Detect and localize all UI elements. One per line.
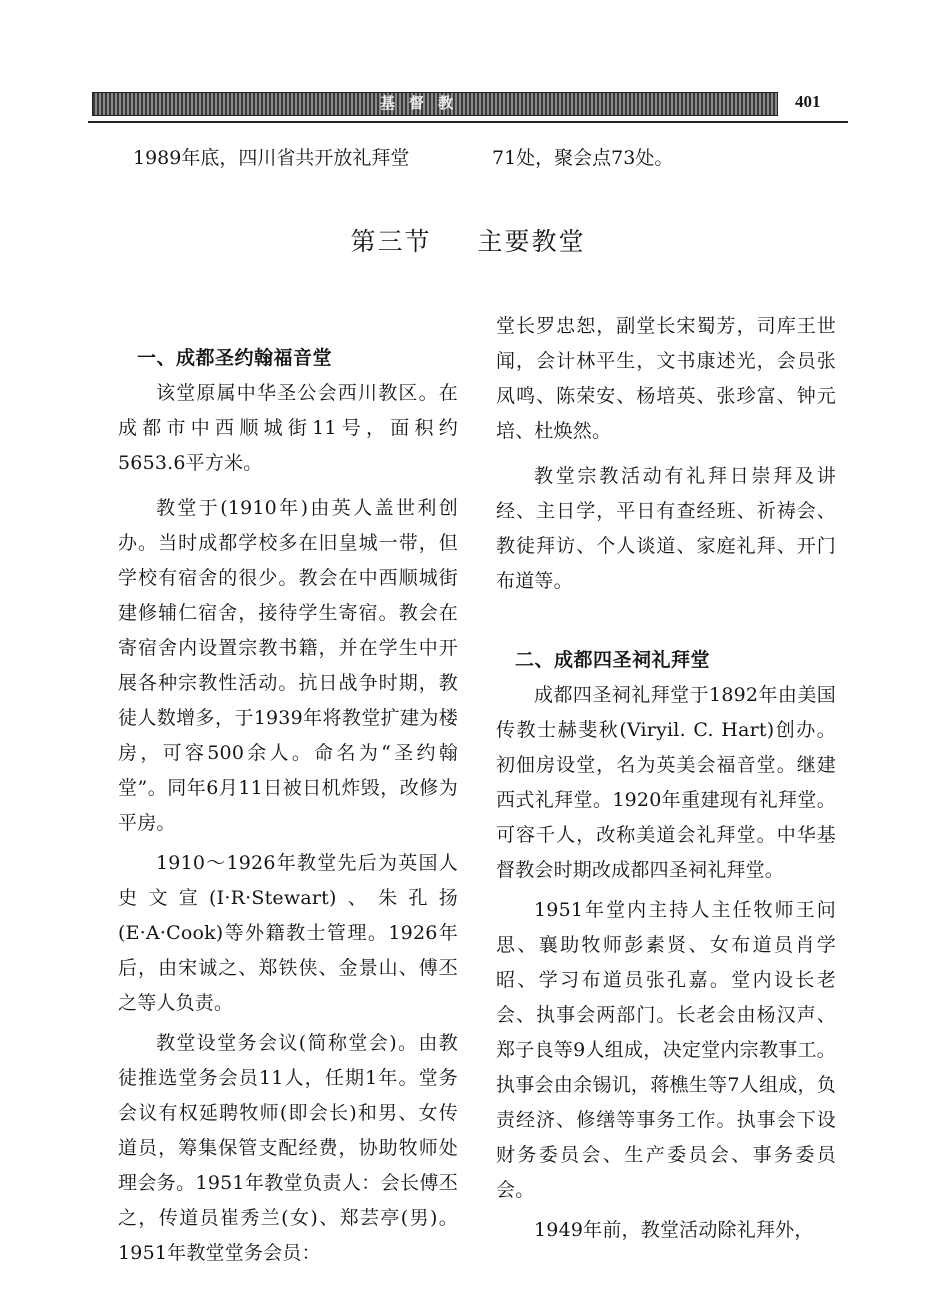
paragraph: 1951年堂内主持人主任牧师王问思、襄助牧师彭素贤、女布道员肖学昭、学习布道员张孔嘉。堂内设长老会、执事会两部门。长老会由杨汉声、郑子良等9人组成，决定堂内宗教事工。执事会由余锡讥，蒋樵生等7人组成，负责经济、修缮等事务工作。执事会下设财务委员会、生产委员会、事务委员会。 bbox=[496, 899, 836, 1201]
header-rule bbox=[88, 121, 848, 123]
paragraph: 成都四圣祠礼拜堂于1892年由美国传教士赫斐秋(Viryil. C. Hart)创办。初佃房设堂，名为英美会福音堂。继建西式礼拜堂。1920年重建现有礼拜堂。可容千人，改称美道会礼拜堂。中华基督教会时期改成都四圣祠礼拜堂。 bbox=[496, 684, 836, 881]
paragraph: 教堂设堂务会议(简称堂会)。由教徒推选堂务会员11人，任期1年。堂务会议有权延聘牧师(即会长)和男、女传道员，筹集保管支配经费，协助牧师处理会务。1951年教堂负责人：会长傅丕之，传道员崔秀兰(女)、郑芸亭(男)。1951年教堂堂务会员： bbox=[118, 1032, 458, 1264]
paragraph-continuation: 堂长罗忠恕，副堂长宋蜀芳，司库王世闻，会计林平生，文书康述光，会员张凤鸣、陈荣安、杨培英、张珍富、钟元培、杜焕然。 bbox=[496, 315, 836, 442]
paragraph: 该堂原属中华圣公会西川教区。在成都市中西顺城街11号，面积约5653.6平方米。 bbox=[118, 382, 458, 474]
chapter-title: 基督教 bbox=[380, 94, 468, 112]
intro-line bbox=[0, 143, 936, 173]
right-column bbox=[496, 309, 836, 1248]
paragraph: 教堂宗教活动有礼拜日崇拜及讲经、主日学，平日有查经班、祈祷会、教徒拜访、个人谈道、家庭礼拜、开门布道等。 bbox=[496, 465, 836, 592]
paragraph: 1910～1926年教堂先后为英国人史文宣(I·R·Stewart)、朱孔扬(E·A·Cook)等外籍教士管理。1926年后，由宋诚之、郑铁侠、金景山、傅丕之等人负责。 bbox=[118, 852, 458, 1014]
paragraph: 1949年前，教堂活动除礼拜外， bbox=[534, 1219, 814, 1241]
heading-saint-john: 一、成都圣约翰福音堂 bbox=[137, 347, 333, 369]
page-number: 401 bbox=[795, 92, 821, 111]
section-title bbox=[0, 222, 936, 258]
paragraph: 教堂于(1910年)由英人盖世利创办。当时成都学校多在旧皇城一带，但学校有宿舍的很少。教会在中西顺城街建修辅仁宿舍，接待学生寄宿。教会在寄宿舍内设置宗教书籍，并在学生中开展各种宗教性活动。抗日战争时期，教徒人数增多，于1939年将教堂扩建为楼房，可容500余人。命名为“圣约翰堂”。同年6月11日被日机炸毁，改修为平房。 bbox=[118, 497, 458, 834]
section-name: 主要教堂 bbox=[477, 227, 586, 256]
left-column bbox=[118, 341, 458, 1271]
section-number: 第三节 bbox=[350, 227, 432, 256]
intro-text-a: 1989年底，四川省共开放礼拜堂 bbox=[133, 147, 410, 169]
heading-four-saints: 二、成都四圣祠礼拜堂 bbox=[515, 649, 711, 671]
intro-text-b: 71处，聚会点73处。 bbox=[492, 147, 674, 169]
